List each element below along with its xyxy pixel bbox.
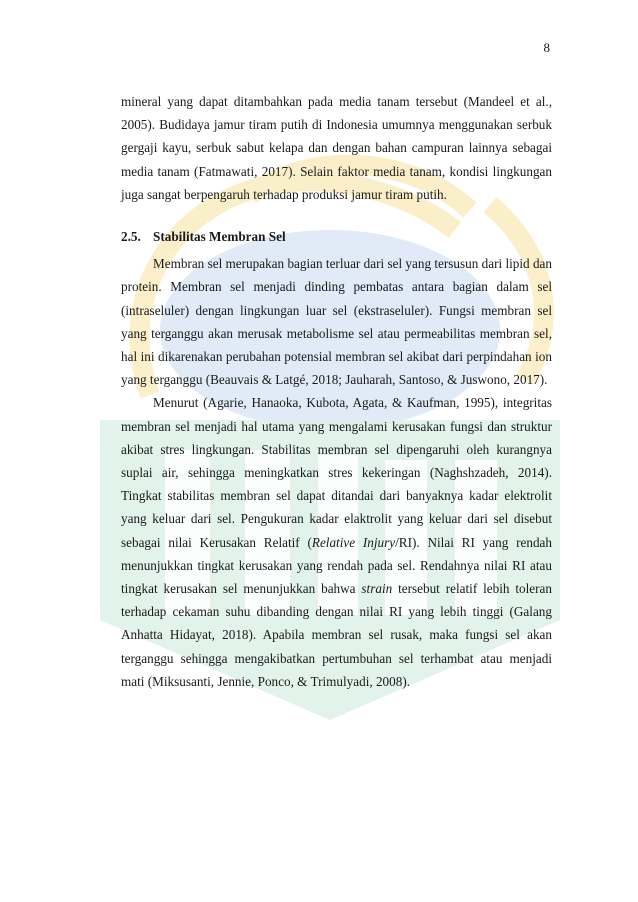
section-heading: [121, 225, 552, 248]
body-text: [121, 90, 552, 693]
paragraph-menurut-part-2: /RI). Nilai RI yang rendah menunjukkan tingkat kerusakan yang rendah pada sel. Rendahnya nilai RI atau tingkat kerusakan sel menunjukkan bahwa: [121, 534, 552, 597]
relative-injury-term: Relative Injury: [311, 534, 396, 550]
section-number: 2.5.: [121, 229, 141, 245]
paragraph-menurut-part-1: Menurut (Agarie, Hanaoka, Kubota, Agata, & Kaufman, 1995), integritas membran sel menjadi hal utama yang mengalami kerusakan fungsi dan struktur akibat stres lingkungan. Stabilitas membran sel dipengaruhi oleh kurangnya suplai air, sehingga meningkatkan stres kekeringan (Naghshzadeh, 2014). Tingkat stabilitas membran sel dapat ditandai dari banyaknya kadar elektrolit yang keluar dari sel. Pengukuran kadar elaktrolit yang keluar dari sel disebut sebagai nilai Kerusakan Relatif (: [121, 395, 552, 550]
paragraph-menurut: [121, 391, 552, 693]
paragraph-menurut-part-3: tersebut relatif lebih toleran terhadap cekaman suhu dibanding dengan nilai RI yang lebih tinggi (Galang Anhatta Hidayat, 2018). Apabila membran sel rusak, maka fungsi sel akan terganggu sehingga mengakibatkan pertumbuhan sel terhambat atau menjadi mati (Miksusanti, Jennie, Ponco, & Trimulyadi, 2008).: [121, 581, 552, 689]
strain-term: strain: [361, 581, 393, 597]
section-title: Stabilitas Membran Sel: [153, 229, 286, 245]
paragraph-continuation: mineral yang dapat ditambahkan pada media tanam tersebut (Mandeel et al., 2005). Budidaya jamur tiram putih di Indonesia umumnya menggunakan serbuk gergaji kayu, serbuk sabut kelapa dan dengan bahan campuran lainnya sebagai media tanam (Fatmawati, 2017). Selain faktor media tanam, kondisi lingkungan juga sangat berpengaruh terhadap produksi jamur tiram putih.: [121, 94, 552, 202]
paragraph-membran-sel: Membran sel merupakan bagian terluar dari sel yang tersusun dari lipid dan protein. Membran sel menjadi dinding pembatas antara bagian dalam sel (intraseluler) dengan lingkungan luar sel (ekstraseluler). Fungsi membran sel yang terganggu akan merusak metabolisme sel atau permeabilitas membran sel, hal ini dikarenakan perubahan potensial membran sel akibat dari perpindahan ion yang terganggu (Beauvais & Latgé, 2018; Jauharah, Santoso, & Juswono, 2017).: [121, 256, 552, 388]
page-number: 8: [543, 40, 550, 55]
